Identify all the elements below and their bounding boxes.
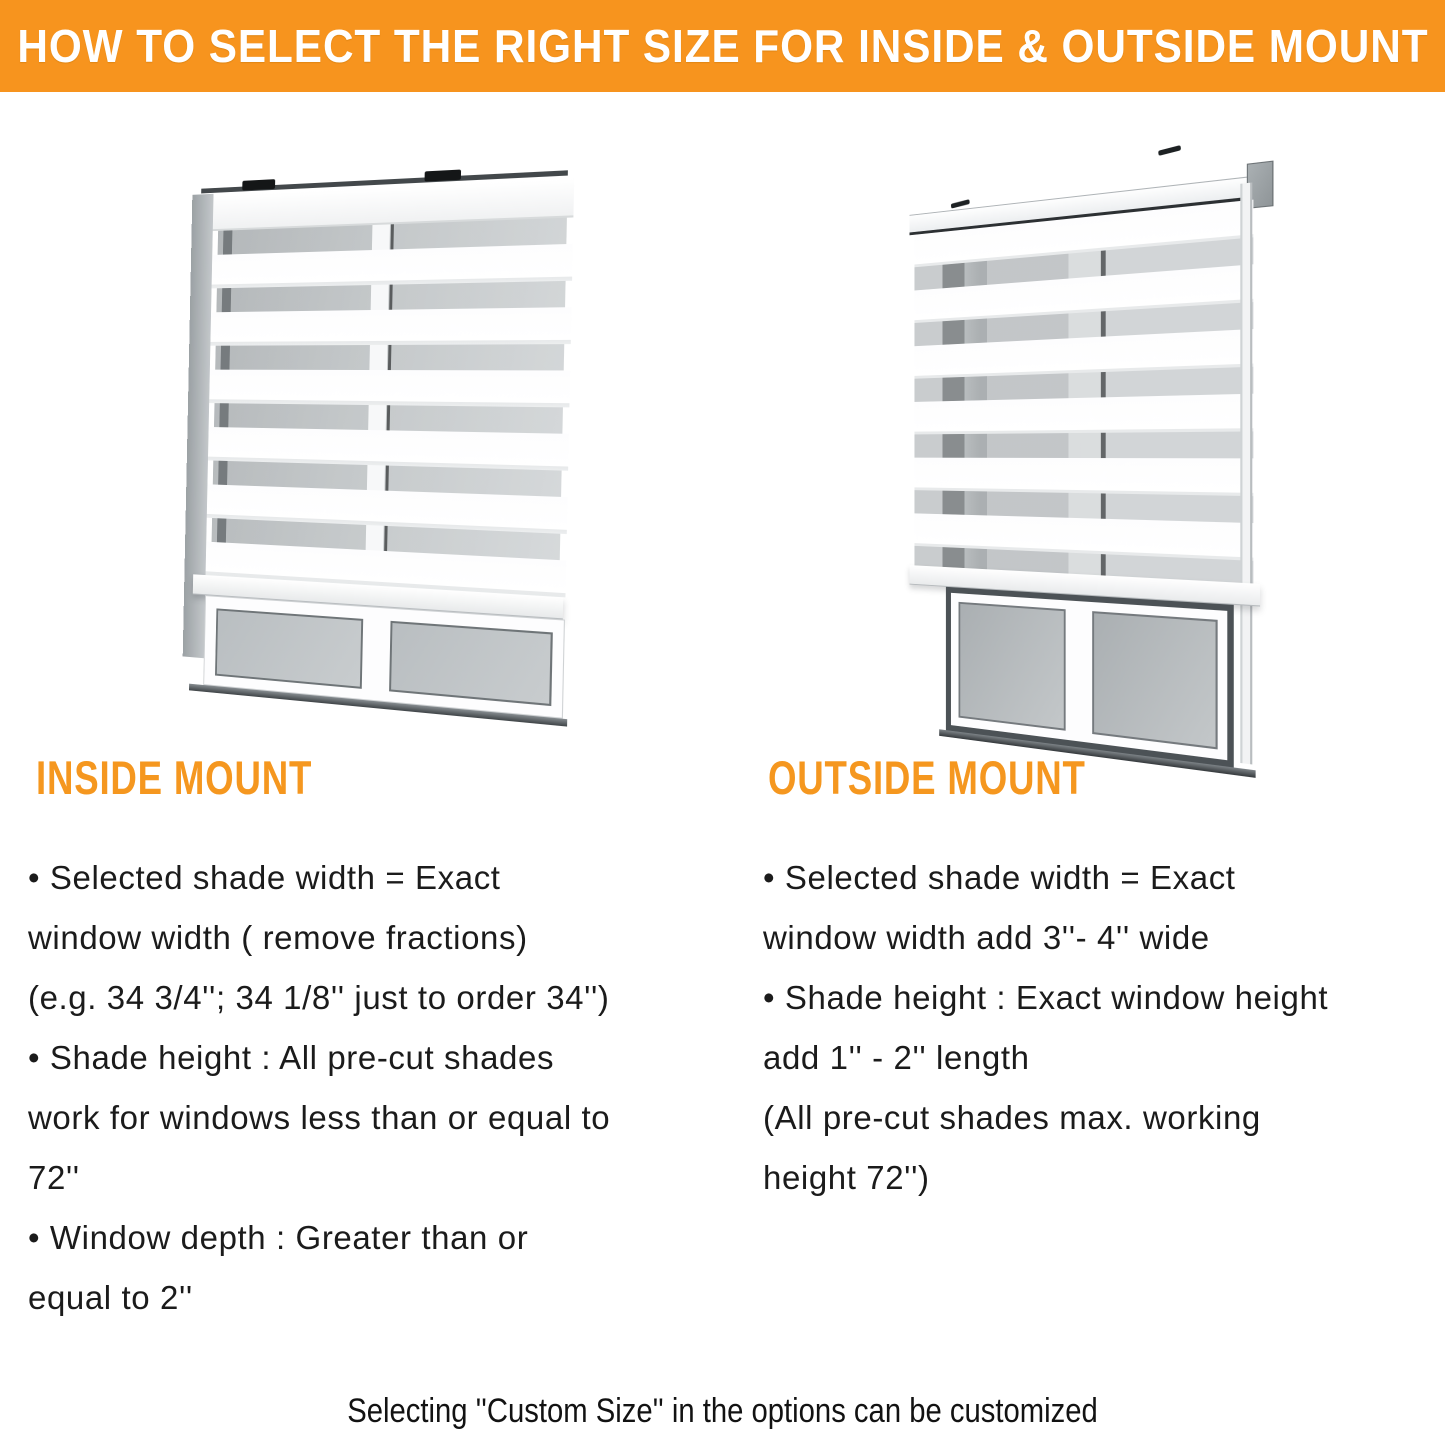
outside-mount-illustration xyxy=(910,124,1272,782)
custom-size-note: Selecting ''Custom Size'' in the options can be customized xyxy=(347,1392,1098,1430)
instruction-line: • Shade height : Exact window height xyxy=(763,979,1329,1016)
header-banner xyxy=(0,0,1445,92)
zebra-shade-fabric xyxy=(206,217,574,597)
instruction-line: work for windows less than or equal to xyxy=(28,1099,611,1136)
wall-screw-mark xyxy=(951,199,970,208)
shade-side-rail xyxy=(1240,182,1252,764)
outside-mount-heading: OUTSIDE MOUNT xyxy=(768,751,1086,804)
instruction-line: • Selected shade width = Exact xyxy=(763,859,1236,896)
instruction-line: (All pre-cut shades max. working xyxy=(763,1099,1261,1136)
window-glass-pane xyxy=(389,621,553,706)
outside-mount-instructions xyxy=(763,848,1328,1208)
mounting-bracket xyxy=(242,179,275,190)
zebra-shade-fabric xyxy=(914,200,1253,584)
instruction-line: height 72'') xyxy=(763,1159,930,1196)
instruction-line: • Selected shade width = Exact xyxy=(28,859,501,896)
window-glass-pane xyxy=(959,602,1066,731)
instruction-line: equal to 2'' xyxy=(28,1279,193,1316)
wall-screw-mark xyxy=(1158,145,1181,156)
instruction-line: window width add 3''- 4'' wide xyxy=(763,919,1210,956)
instruction-line: window width ( remove fractions) xyxy=(28,919,528,956)
header-title: HOW TO SELECT THE RIGHT SIZE FOR INSIDE & OUTSIDE MOUNT xyxy=(16,20,1429,72)
mounting-bracket xyxy=(425,170,462,182)
inside-mount-illustration xyxy=(182,155,575,727)
instruction-line: • Shade height : All pre-cut shades xyxy=(28,1039,555,1076)
instruction-line: (e.g. 34 3/4''; 34 1/8'' just to order 34'') xyxy=(28,979,610,1016)
window-glass-pane xyxy=(215,608,363,688)
window-glass-pane xyxy=(1092,611,1217,749)
inside-mount-instructions xyxy=(28,848,610,1328)
instruction-line: 72'' xyxy=(28,1159,80,1196)
instruction-line: • Window depth : Greater than or xyxy=(28,1219,529,1256)
inside-mount-heading: INSIDE MOUNT xyxy=(36,751,313,804)
instruction-line: add 1'' - 2'' length xyxy=(763,1039,1030,1076)
